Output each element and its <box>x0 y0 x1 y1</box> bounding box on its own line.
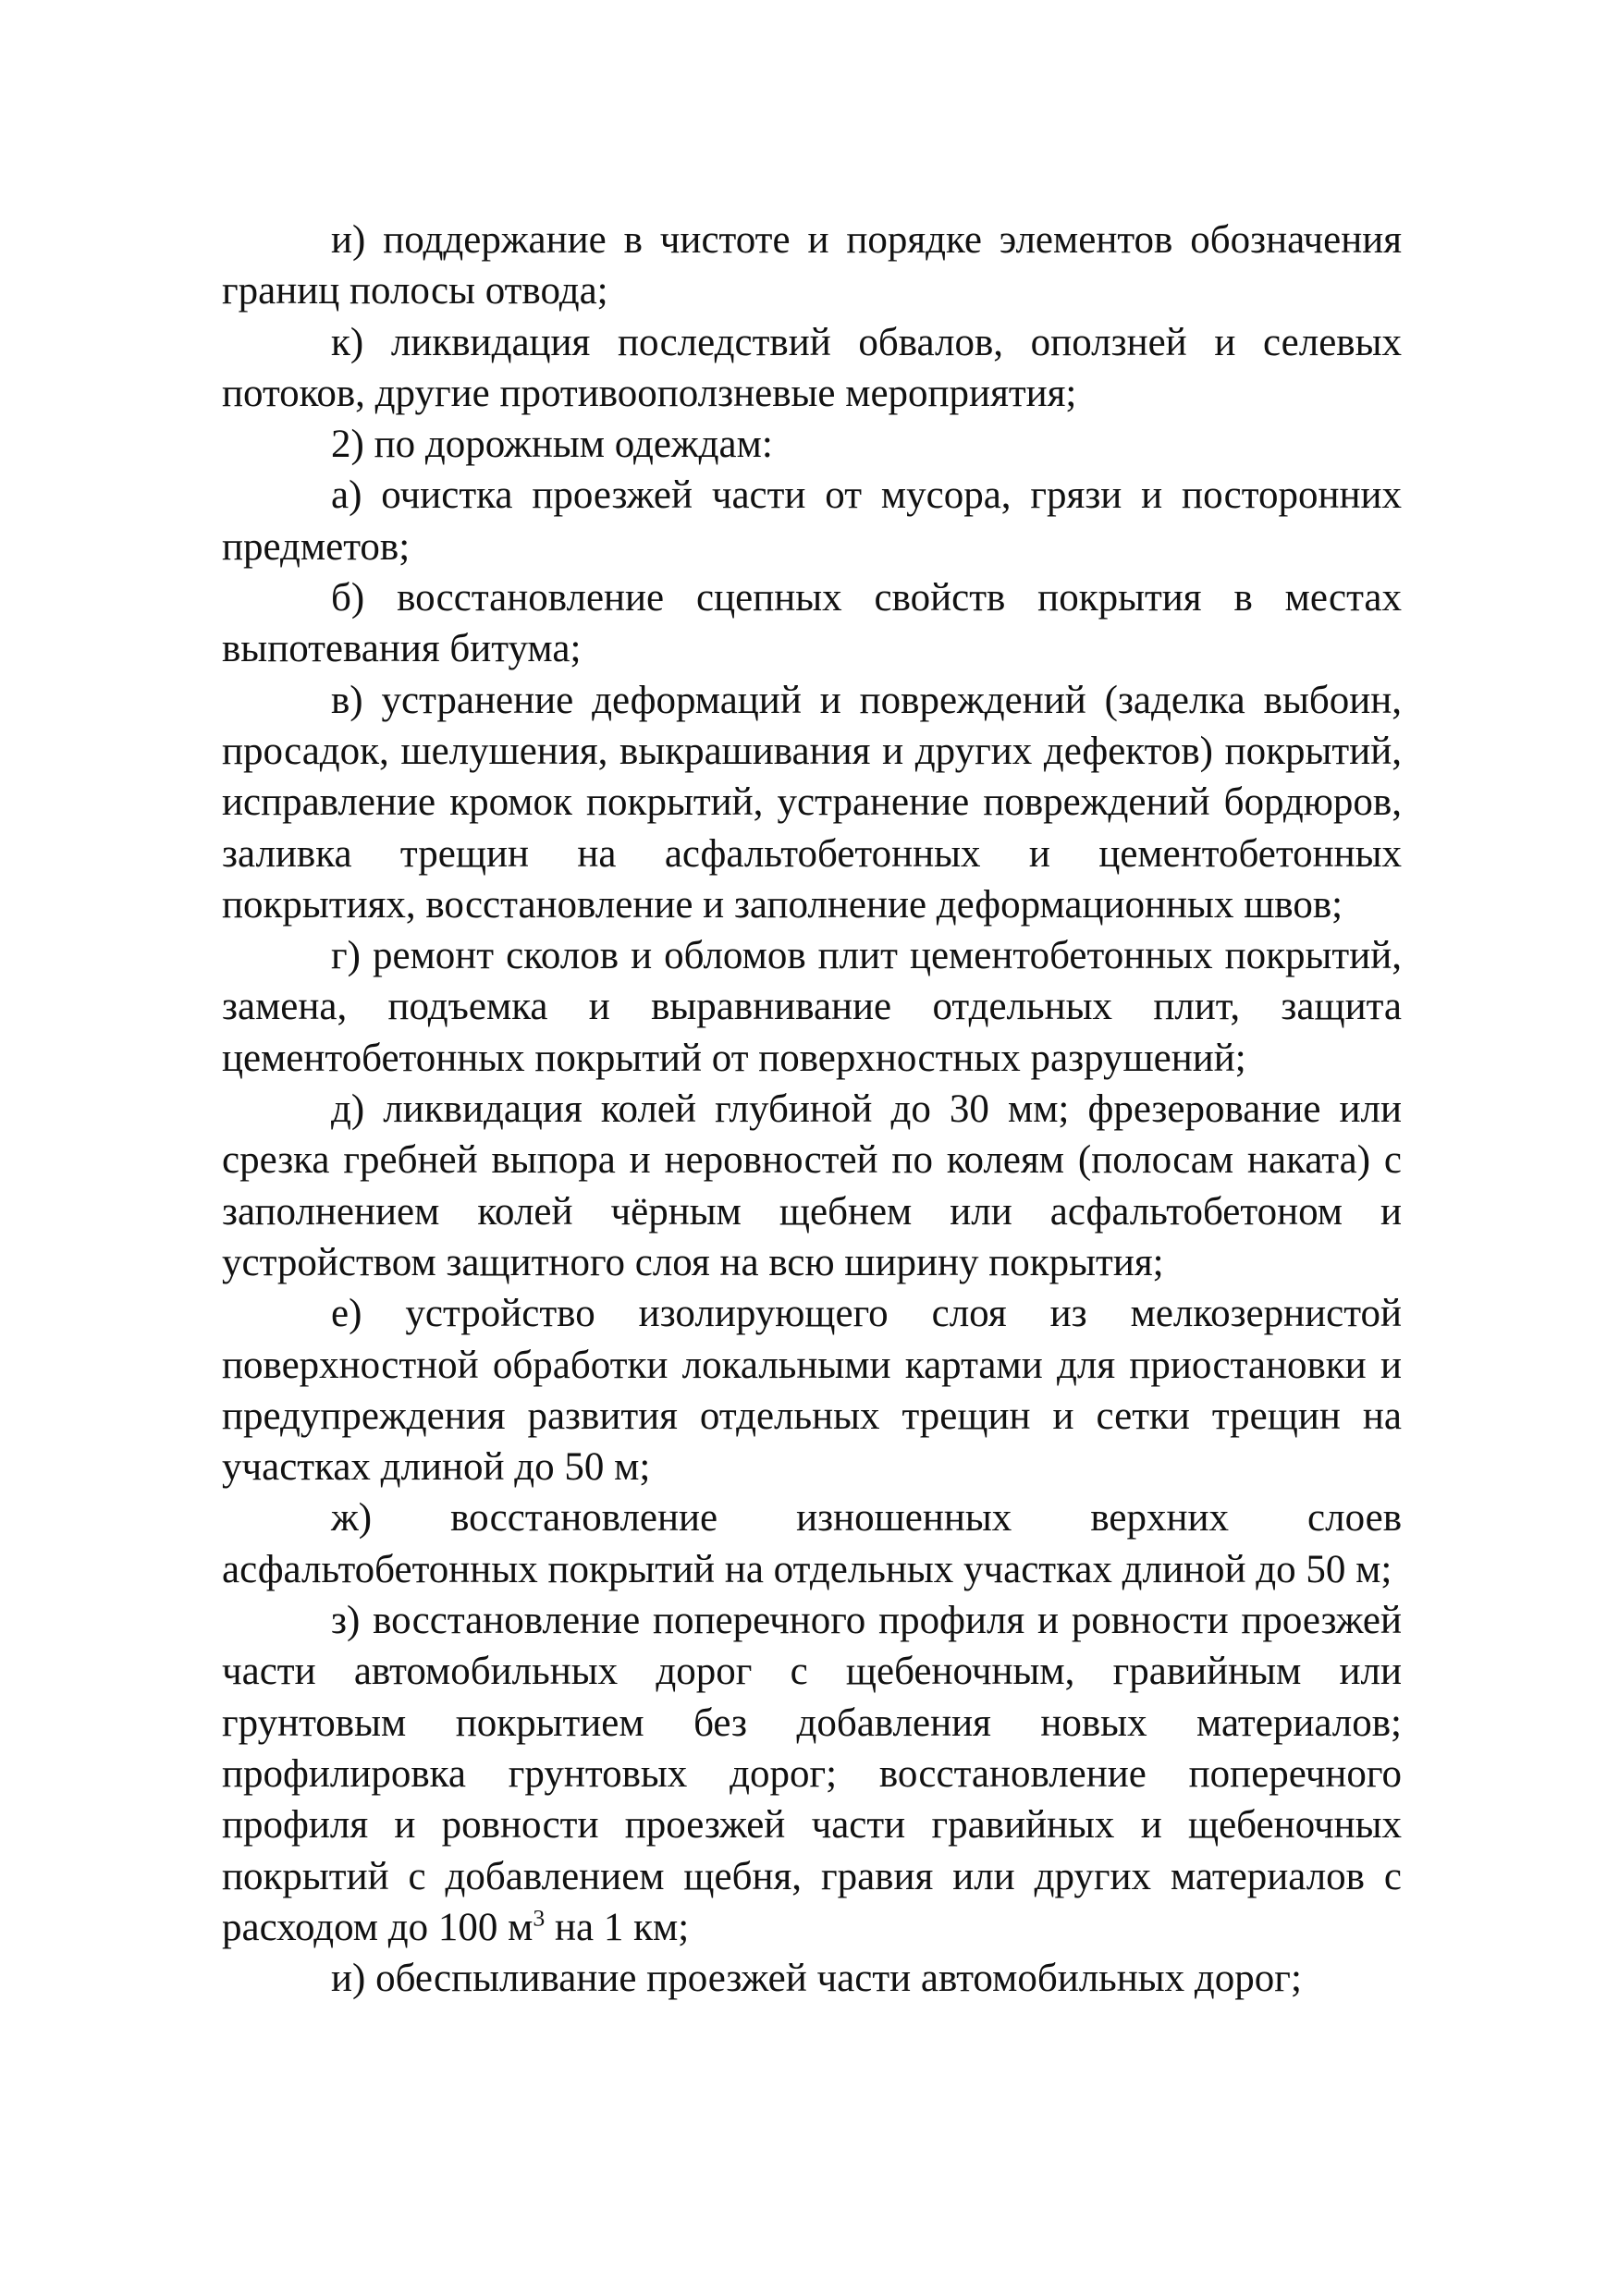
paragraph-item-z <box>222 1595 1402 1953</box>
paragraph-item-zh: ж) восстановление изношенных верхних слоев асфальтобетонных покрытий на отдельных участках длиной до 50 м; <box>222 1496 1402 1591</box>
paragraph-item-z-text: з) восстановление поперечного профиля и ровности проезжей части автомобильных дорог с щебеночным, гравийным или грунтовым покрытием без добавления новых материалов; профилировка грунтовых дорог; восстановление поперечного профиля и ровности проезжей части гравийных и щебеночных покрытий с добавлением щебня, гравия или других материалов с расходом до 100 м <box>222 1599 1402 1949</box>
paragraph-item-g: г) ремонт сколов и обломов плит цементобетонных покрытий, замена, подъемка и выравнивание отдельных плит, защита цементобетонных покрытий от поверхностных разрушений; <box>222 934 1402 1080</box>
paragraph-item-b: б) восстановление сцепных свойств покрытия в местах выпотевания битума; <box>222 576 1402 671</box>
section-heading-road-pavements: 2) по дорожным одеждам: <box>331 423 773 467</box>
paragraph-item-i: и) поддержание в чистоте и порядке элементов обозначения границ полосы отвода; <box>222 218 1402 313</box>
paragraph-item-e: е) устройство изолирующего слоя из мелкозернистой поверхностной обработки локальными картами для приостановки и предупреждения развития отдельных трещин и сетки трещин на участках длиной до 50 м; <box>222 1292 1402 1490</box>
paragraph-item-v: в) устранение деформаций и повреждений (заделка выбоин, просадок, шелушения, выкрашивания и других дефектов) покрытий, исправление кромок покрытий, устранение повреждений бордюров, заливка трещин на асфальтобетонных и цементобетонных покрытиях, восстановление и заполнение деформационных швов; <box>222 678 1402 927</box>
paragraph-item-z-tail: на 1 км; <box>545 1905 690 1949</box>
paragraph-item-d: д) ликвидация колей глубиной до 30 мм; фрезерование или срезка гребней выпора и неровностей по колеям (полосам наката) с заполнением колей чёрным щебнем или асфальтобетоном и устройством защитного слоя на всю ширину покрытия; <box>222 1087 1402 1284</box>
cubic-superscript: 3 <box>533 1904 546 1932</box>
paragraph-item-k: к) ликвидация последствий обвалов, оползней и селевых потоков, другие противооползневые мероприятия; <box>222 320 1402 415</box>
paragraph-item-a: а) очистка проезжей части от мусора, грязи и посторонних предметов; <box>222 473 1402 569</box>
paragraph-item-i-2: и) обеспыливание проезжей части автомобильных дорог; <box>331 1957 1302 2001</box>
document-body <box>222 215 1402 2004</box>
